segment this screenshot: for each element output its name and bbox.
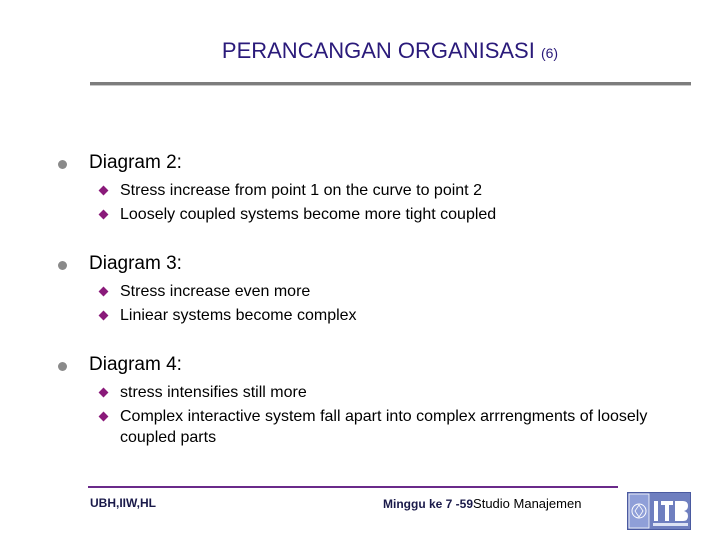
diamond-bullet-icon [99, 287, 109, 297]
section-heading: Diagram 3: [89, 253, 182, 274]
bullet-dot-icon [58, 261, 67, 270]
slide-title-suffix: (6) [540, 45, 559, 61]
list-item [58, 305, 698, 326]
slide-title-text: PERANCANGAN ORGANISASI [221, 38, 535, 63]
bullet-text: Complex interactive system fall apart into complex arrrengments of loosely coupled parts [120, 408, 648, 446]
bullet-dot-icon [58, 160, 67, 169]
diamond-bullet-icon [99, 412, 109, 422]
title-divider [90, 82, 691, 86]
section-diagram-4 [58, 354, 698, 451]
list-item [58, 180, 698, 201]
diamond-bullet-icon [99, 210, 109, 220]
list-item [58, 406, 698, 448]
itb-logo-icon [627, 492, 691, 530]
footer-divider [88, 486, 618, 488]
diamond-bullet-icon [99, 186, 109, 196]
bullet-dot-icon [58, 362, 67, 371]
footer-page: Minggu ke 7 -59 [383, 497, 474, 511]
bullet-text: stress intensifies still more [120, 384, 307, 401]
bullet-text: Loosely coupled systems become more tight coupled [120, 206, 497, 223]
section-diagram-3 [58, 253, 698, 329]
section-heading-row [58, 152, 698, 180]
section-heading: Diagram 4: [89, 354, 182, 375]
footer-course [383, 496, 581, 511]
section-heading-row [58, 253, 698, 281]
footer-author: UBH,IIW,HL [90, 496, 156, 510]
list-item [58, 281, 698, 302]
section-diagram-2 [58, 152, 698, 228]
footer-course-name: Studio Manajemen [473, 496, 582, 511]
bullet-text: Stress increase from point 1 on the curve to point 2 [120, 182, 482, 199]
section-heading: Diagram 2: [89, 152, 182, 173]
slide-title [90, 38, 690, 64]
diamond-bullet-icon [99, 388, 109, 398]
bullet-text: Liniear systems become complex [120, 307, 357, 324]
diamond-bullet-icon [99, 311, 109, 321]
list-item [58, 204, 698, 225]
bullet-text: Stress increase even more [120, 283, 311, 300]
list-item [58, 382, 698, 403]
section-heading-row [58, 354, 698, 382]
